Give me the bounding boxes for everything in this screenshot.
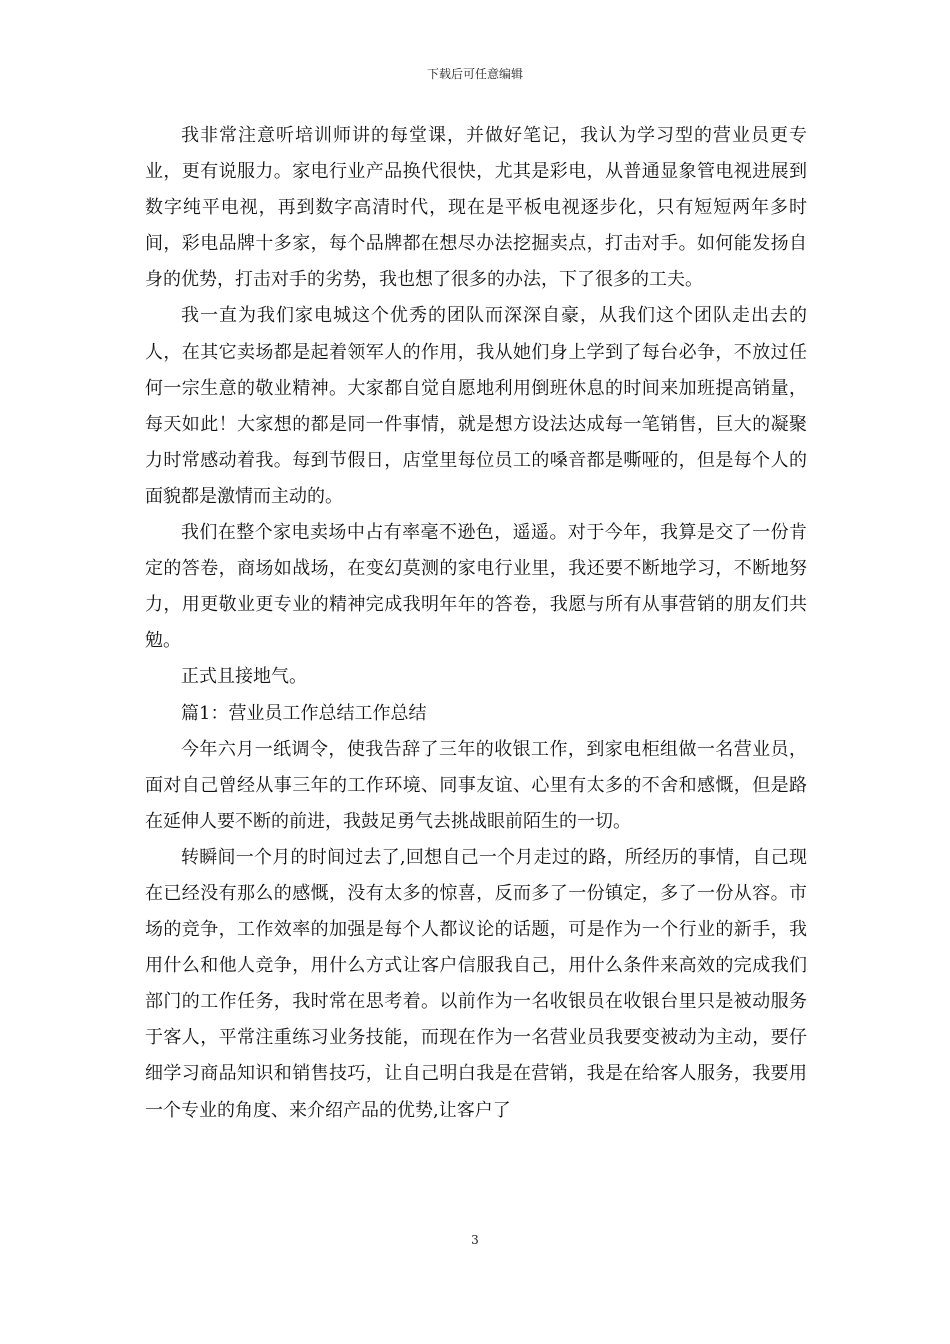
- paragraph-5: 今年六月一纸调令，使我告辞了三年的收银工作，到家电柜组做一名营业员，面对自己曾经从事三年的工作环境、同事友谊、心里有太多的不舍和感慨，但是路在延伸人要不断的前进，我鼓足勇气去挑战眼前陌生的一切。: [145, 738, 807, 832]
- page-header: 下载后可任意编辑: [426, 67, 523, 81]
- page-number: 3: [471, 1233, 479, 1247]
- paragraph-4: 正式且接地气。: [181, 666, 307, 688]
- paragraph-3: 我们在整个家电卖场中占有率毫不逊色，遥遥。对于今年，我算是交了一份肯定的答卷，商场如战场，在变幻莫测的家电行业里，我还要不断地学习，不断地努力，用更敬业更专业的精神完成我明年年的答卷，我愿与所有从事营销的朋友们共勉。: [145, 522, 807, 652]
- paragraph-6: 转瞬间一个月的时间过去了,回想自己一个月走过的路，所经历的事情，自己现在已经没有那么的感慨，没有太多的惊喜，反而多了一份镇定，多了一份从容。市场的竞争，工作效率的加强是每个人都议论的话题，可是作为一个行业的新手，我用什么和他人竞争，用什么方式让客户信服我自己，用什么条件来高效的完成我们部门的工作任务，我时常在思考着。以前作为一名收银员在收银台里只是被动服务于客人，平常注重练习业务技能，而现在作为一名营业员我要变被动为主动，要仔细学习商品知识和销售技巧，让自己明白我是在营销，我是在给客人服务，我要用一个专业的角度、来介绍产品的优势,让客户了: [145, 846, 807, 1121]
- section-heading: 篇1：营业员工作总结工作总结: [181, 702, 427, 724]
- paragraph-1: 我非常注意听培训师讲的每堂课，并做好笔记，我认为学习型的营业员更专业，更有说服力。家电行业产品换代很快，尤其是彩电，从普通显象管电视进展到数字纯平电视，再到数字高清时代，现在是平板电视逐步化，只有短短两年多时间，彩电品牌十多家，每个品牌都在想尽办法挖掘卖点，打击对手。如何能发扬自身的优势，打击对手的劣势，我也想了很多的办法，下了很多的工夫。: [145, 125, 807, 291]
- document-body: [145, 118, 807, 1129]
- paragraph-2: 我一直为我们家电城这个优秀的团队而深深自豪，从我们这个团队走出去的人，在其它卖场都是起着领军人的作用，我从她们身上学到了每台必争，不放过任何一宗生意的敬业精神。大家都自觉自愿地利用倒班休息的时间来加班提高销量，每天如此！大家想的都是同一件事情，就是想方设法达成每一笔销售，巨大的凝聚力时常感动着我。每到节假日，店堂里每位员工的嗓音都是嘶哑的，但是每个人的面貌都是激情而主动的。: [145, 305, 807, 507]
